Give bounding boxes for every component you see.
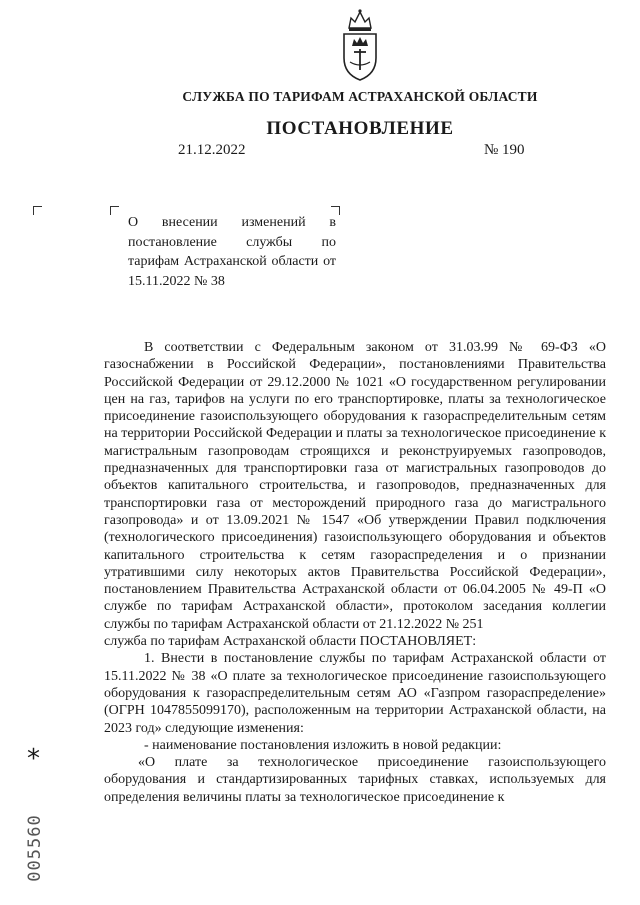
- document-date: 21.12.2022: [178, 142, 246, 158]
- serial-number: 005560: [25, 814, 45, 882]
- new-title-paragraph: «О плате за технологическое присоединение газоиспользующего оборудования и стандартизированных тарифных ставках, используемых для определения величины платы за технологическое присоединение к: [104, 755, 606, 805]
- resolution-statement: служба по тарифам Астраханской области ПОСТАНОВЛЯЕТ:: [104, 634, 477, 650]
- asterisk-mark: *: [27, 744, 40, 774]
- corner-mark-subject-left: [110, 206, 119, 215]
- coat-of-arms-icon: [331, 6, 389, 86]
- registration-side-mark: [23, 746, 51, 896]
- clause-1-item: - наименование постановления изложить в новой редакции:: [144, 737, 502, 753]
- preamble-paragraph: В соответствии с Федеральным законом от 31.03.99 № 69-ФЗ «О газоснабжении в Российской Федерации», постановлениями Правительства Российской Федерации от 29.12.2000 № 1021 «О государственном регулировании цен на газ, тарифов на услуги по его транспортировке, платы за технологическое присоединение газоиспользующего оборудования к газораспределительным сетям на территории Российской Федерации и платы за технологическое присоединение к магистральным газопроводам строящихся и реконструируемых газопроводов, предназначенных для транспортировки газа от магистральных газопроводов до объектов капитального строительства, и газопроводов, предназначенных для транспортировки газа от месторождений природного газа до магистрального газопровода» и от 13.09.2021 № 1547 «Об утверждении Правил подключения (технологического присоединения) газоиспользующего оборудования и объектов капитального строительства к сетям газораспределения и о признании утратившими силу некоторых актов Правительства Российской Федерации», постановлением Правительства Астраханской области от 06.04.2005 № 49-П «О службе по тарифам Астраханской области», протоколом заседания коллегии службы по тарифам Астраханской области от 21.12.2022 № 251: [104, 340, 606, 632]
- document-type-title: ПОСТАНОВЛЕНИЕ: [266, 118, 454, 139]
- document-number: № 190: [484, 142, 525, 158]
- clause-1-paragraph: 1. Внести в постановление службы по тарифам Астраханской области от 15.11.2022 № 38 «О плате за технологическое присоединение газоиспользующего оборудования к газораспределительным сетям АО «Газпром газораспределение» (ОГРН 1047855099170), расположенным на территории Астраханской области, на 2023 год» следующие изменения:: [104, 651, 606, 736]
- corner-mark-top-left: [33, 206, 42, 215]
- document-subject: О внесении изменений в постановление службы по тарифам Астраханской области от 15.11.2022 № 38: [128, 215, 336, 289]
- agency-name: СЛУЖБА ПО ТАРИФАМ АСТРАХАНСКОЙ ОБЛАСТИ: [182, 89, 538, 104]
- document-body: [104, 339, 606, 806]
